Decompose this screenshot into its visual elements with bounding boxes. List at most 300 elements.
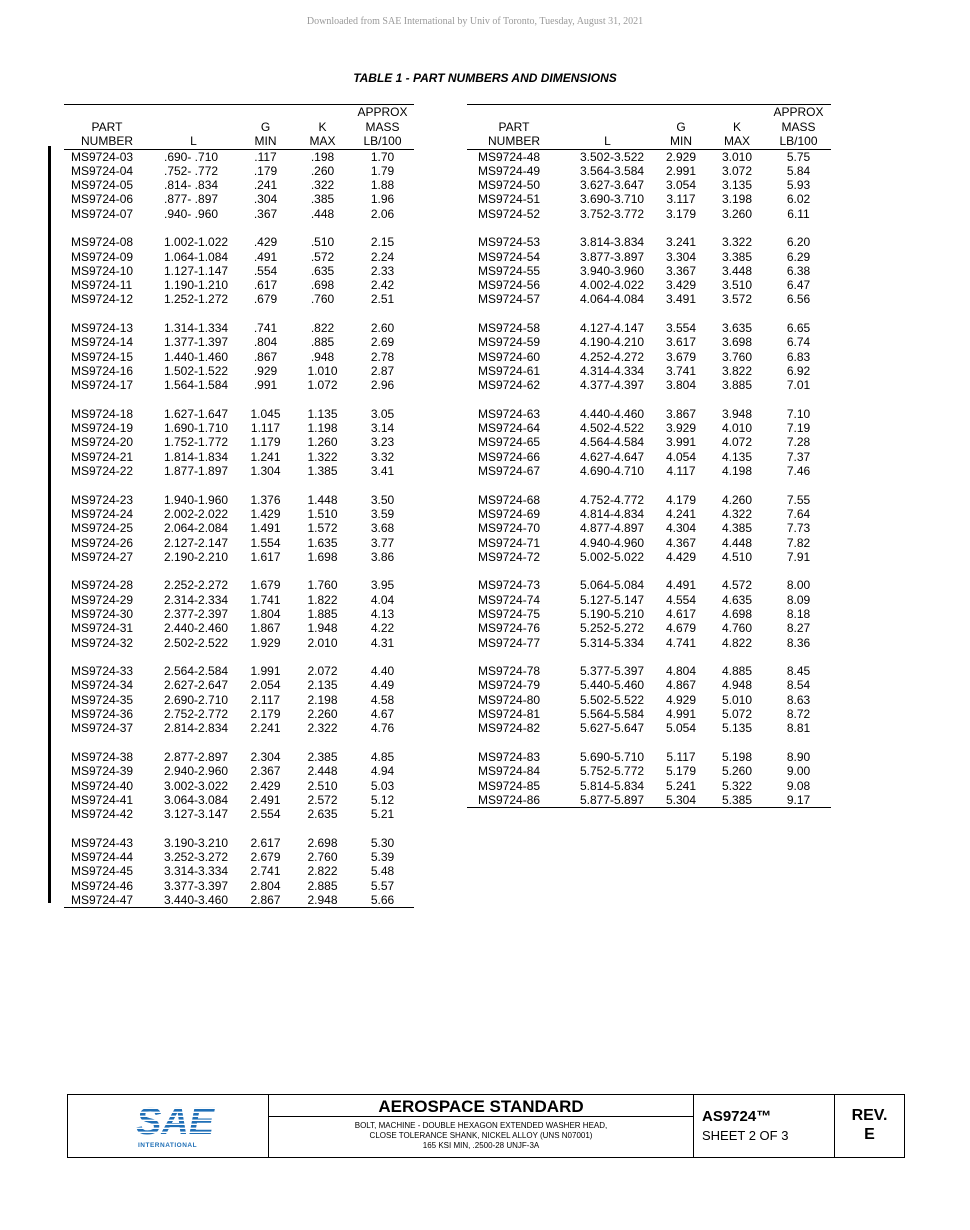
- length-cell: 2.127-2.147: [164, 535, 229, 550]
- length-cell: 4.377-4.397: [580, 378, 645, 393]
- mass-cell: 5.21: [370, 807, 395, 822]
- g-min-cell: 2.929: [665, 149, 697, 164]
- k-max-cell: .948: [310, 349, 335, 364]
- length-cell: 1.940-1.960: [164, 492, 229, 507]
- part-number-cell: MS9724-30: [71, 607, 134, 621]
- mass-cell: 6.74: [786, 335, 811, 350]
- mass-cell: 3.41: [370, 464, 395, 479]
- length-cell: 2.940-2.960: [164, 764, 229, 779]
- part-number-cell: MS9724-48: [478, 149, 541, 164]
- part-number-cell: MS9724-75: [478, 607, 541, 621]
- k-max-cell: 3.635: [721, 321, 753, 336]
- part-number-cell: MS9724-80: [478, 692, 541, 707]
- g-min-cell: .929: [253, 363, 278, 378]
- part-number-cell: MS9724-60: [478, 349, 541, 364]
- k-max-cell: 2.635: [307, 807, 338, 822]
- title-block: [67, 1094, 905, 1158]
- group-spacer: [467, 736, 831, 750]
- g-min-cell: .491: [253, 249, 278, 264]
- group-spacer: [467, 650, 831, 664]
- k-max-cell: 2.885: [307, 878, 338, 893]
- length-cell: 5.440-5.460: [580, 678, 645, 693]
- g-min-cell: 4.804: [665, 664, 697, 679]
- g-min-cell: 2.679: [250, 850, 281, 865]
- g-min-cell: 4.117: [666, 464, 696, 479]
- table-row: [64, 292, 414, 306]
- k-max-cell: .572: [310, 249, 335, 264]
- g-min-cell: 4.491: [665, 578, 697, 593]
- table-row: [64, 550, 414, 564]
- part-number-cell: MS9724-42: [71, 807, 134, 822]
- table-row: [467, 250, 831, 264]
- k-max-cell: .698: [310, 278, 335, 293]
- revision-cell: [835, 1095, 904, 1157]
- table-row: [64, 664, 414, 678]
- mass-cell: 4.76: [370, 721, 395, 736]
- header-mass: MASS: [781, 119, 816, 134]
- mass-cell: 9.17: [786, 792, 811, 807]
- k-max-cell: .510: [310, 235, 335, 250]
- length-cell: 4.440-4.460: [580, 406, 645, 421]
- part-number-cell: MS9724-07: [71, 206, 134, 221]
- length-cell: 2.752-2.772: [164, 707, 229, 722]
- g-min-cell: 1.804: [250, 607, 281, 621]
- g-min-cell: 3.367: [665, 263, 697, 278]
- revision-value: E: [864, 1126, 875, 1143]
- mass-cell: 5.66: [370, 892, 395, 907]
- part-number-cell: MS9724-25: [71, 521, 134, 536]
- mass-cell: 1.88: [370, 178, 395, 193]
- table-row: [467, 678, 831, 692]
- mass-cell: 8.90: [786, 749, 811, 764]
- length-cell: 2.252-2.272: [164, 578, 229, 593]
- part-number-cell: MS9724-18: [71, 406, 134, 421]
- table-row: [64, 149, 414, 164]
- k-max-cell: 1.010: [307, 363, 338, 378]
- g-min-cell: 5.241: [665, 778, 697, 793]
- g-min-cell: 5.179: [665, 764, 697, 779]
- g-min-cell: 4.367: [665, 535, 697, 550]
- mass-cell: 4.94: [370, 764, 395, 779]
- mass-cell: 6.92: [786, 363, 811, 378]
- table-row: [467, 636, 831, 650]
- table-row: [64, 464, 414, 478]
- g-min-cell: 3.804: [665, 378, 697, 393]
- table-row: [64, 578, 414, 592]
- k-max-cell: 4.948: [721, 678, 753, 693]
- header-max: MAX: [294, 134, 351, 149]
- k-max-cell: .822: [310, 321, 335, 336]
- k-max-cell: 3.010: [721, 149, 753, 164]
- g-min-cell: 4.554: [665, 592, 697, 607]
- table-row: [467, 464, 831, 478]
- mass-cell: 8.54: [786, 678, 811, 693]
- length-cell: 1.814-1.834: [164, 449, 229, 464]
- group-spacer: [64, 650, 414, 664]
- mass-cell: 4.58: [370, 692, 395, 707]
- k-max-cell: 2.572: [307, 792, 338, 807]
- k-max-cell: 4.635: [721, 592, 753, 607]
- part-number-cell: MS9724-51: [478, 192, 541, 207]
- k-max-cell: .260: [310, 163, 335, 178]
- header-number: NUMBER: [467, 134, 561, 149]
- table-row: [64, 164, 414, 178]
- part-number-cell: MS9724-43: [71, 835, 134, 850]
- part-number-cell: MS9724-86: [478, 792, 541, 807]
- mass-cell: 8.45: [786, 664, 811, 679]
- k-max-cell: .322: [310, 178, 335, 193]
- table-row: [467, 364, 831, 378]
- g-min-cell: 2.304: [250, 749, 281, 764]
- k-max-cell: 3.260: [721, 206, 753, 221]
- mass-cell: 5.57: [370, 878, 395, 893]
- mass-cell: 9.08: [786, 778, 811, 793]
- part-number-cell: MS9724-11: [71, 278, 133, 293]
- table-row: [467, 578, 831, 592]
- k-max-cell: 4.135: [721, 449, 753, 464]
- header-g: G: [676, 119, 686, 134]
- group-spacer: [64, 564, 414, 578]
- left-table-body: [64, 149, 414, 908]
- k-max-cell: 3.822: [721, 363, 753, 378]
- length-cell: 3.940-3.960: [580, 263, 645, 278]
- part-number-cell: MS9724-09: [71, 249, 134, 264]
- length-cell: 1.252-1.272: [164, 292, 229, 307]
- part-number-cell: MS9724-53: [478, 235, 541, 250]
- header-lb100: LB/100: [351, 134, 414, 149]
- length-cell: 4.627-4.647: [580, 449, 645, 464]
- g-min-cell: .741: [253, 321, 278, 336]
- mass-cell: 4.13: [370, 607, 395, 621]
- standard-description: [269, 1117, 693, 1151]
- k-max-cell: 1.572: [307, 521, 338, 536]
- k-max-cell: 4.572: [721, 578, 753, 593]
- g-min-cell: .241: [253, 178, 278, 193]
- sae-logo-subtitle: INTERNATIONAL: [138, 1142, 198, 1149]
- table-row: [64, 435, 414, 449]
- mass-cell: 5.75: [786, 149, 811, 164]
- mass-cell: 1.96: [370, 192, 395, 207]
- k-max-cell: 5.135: [721, 721, 753, 736]
- header-k: K: [318, 119, 327, 134]
- part-number-cell: MS9724-52: [478, 206, 541, 221]
- table-row: [64, 636, 414, 650]
- mass-cell: 6.20: [786, 235, 811, 250]
- part-number-cell: MS9724-14: [71, 335, 134, 350]
- length-cell: .877- .897: [164, 192, 219, 207]
- mass-cell: 7.82: [786, 535, 811, 550]
- k-max-cell: .635: [310, 263, 335, 278]
- length-cell: 1.127-1.147: [164, 263, 229, 278]
- g-min-cell: 2.117: [250, 692, 281, 707]
- mass-cell: 3.95: [370, 578, 395, 593]
- group-spacer: [64, 221, 414, 235]
- k-max-cell: 4.885: [721, 664, 753, 679]
- length-cell: 2.502-2.522: [164, 635, 229, 650]
- table-row: [467, 593, 831, 607]
- table-row: [467, 235, 831, 249]
- group-spacer: [64, 393, 414, 407]
- table-row: [467, 507, 831, 521]
- length-cell: 5.064-5.084: [580, 578, 645, 593]
- part-number-cell: MS9724-38: [71, 749, 134, 764]
- group-spacer: [467, 564, 831, 578]
- g-min-cell: 3.241: [665, 235, 697, 250]
- table-row: [64, 250, 414, 264]
- table-row: [64, 536, 414, 550]
- part-number-cell: MS9724-10: [71, 263, 134, 278]
- part-number-cell: MS9724-58: [478, 321, 541, 336]
- length-cell: 3.690-3.710: [580, 192, 645, 207]
- table-row: [467, 278, 831, 292]
- part-number-cell: MS9724-61: [478, 363, 541, 378]
- header-number: NUMBER: [64, 134, 150, 149]
- table-row: [64, 750, 414, 764]
- mass-cell: 7.91: [786, 549, 811, 564]
- table-row: [467, 607, 831, 621]
- g-min-cell: 3.179: [665, 206, 697, 221]
- part-number-cell: MS9724-44: [71, 850, 134, 865]
- mass-cell: 7.64: [786, 506, 811, 521]
- part-number-cell: MS9724-63: [478, 406, 541, 421]
- table-row: [467, 750, 831, 764]
- k-max-cell: 4.760: [721, 621, 753, 636]
- length-cell: 1.064-1.084: [164, 249, 229, 264]
- k-max-cell: 5.072: [721, 707, 753, 722]
- g-min-cell: 5.054: [665, 721, 697, 736]
- table-row: [64, 764, 414, 778]
- header-l: L: [150, 134, 237, 149]
- k-max-cell: 2.322: [307, 721, 338, 736]
- g-min-cell: 5.117: [666, 749, 696, 764]
- group-spacer: [467, 221, 831, 235]
- part-number-cell: MS9724-65: [478, 435, 541, 450]
- part-number-cell: MS9724-16: [71, 363, 134, 378]
- length-cell: 3.252-3.272: [164, 850, 229, 865]
- mass-cell: 4.67: [370, 707, 395, 722]
- mass-cell: 7.19: [786, 421, 811, 436]
- g-min-cell: 3.491: [665, 292, 697, 307]
- part-number-cell: MS9724-69: [478, 506, 541, 521]
- g-min-cell: .867: [253, 349, 278, 364]
- revision-change-bar: [48, 146, 51, 903]
- g-min-cell: 3.679: [665, 349, 697, 364]
- g-min-cell: 3.617: [665, 335, 697, 350]
- table-row: [64, 793, 414, 807]
- k-max-cell: 4.072: [721, 435, 753, 450]
- length-cell: 2.690-2.710: [164, 692, 229, 707]
- part-number-cell: MS9724-78: [478, 664, 541, 679]
- table-row: [64, 836, 414, 850]
- table-row: [467, 321, 831, 335]
- length-cell: 4.190-4.210: [580, 335, 645, 350]
- g-min-cell: 2.367: [250, 764, 281, 779]
- part-number-cell: MS9724-54: [478, 249, 541, 264]
- mass-cell: 2.33: [370, 263, 395, 278]
- length-cell: 3.314-3.334: [164, 864, 229, 879]
- mass-cell: 2.78: [370, 349, 395, 364]
- table-row: [467, 350, 831, 364]
- part-number-cell: MS9724-50: [478, 178, 541, 193]
- g-min-cell: 3.554: [665, 321, 697, 336]
- sae-logo: [136, 1101, 215, 1149]
- g-min-cell: 2.054: [250, 678, 281, 693]
- mass-cell: 4.85: [370, 749, 395, 764]
- length-cell: 4.752-4.772: [580, 492, 645, 507]
- g-min-cell: .367: [253, 206, 278, 221]
- length-cell: 5.877-5.897: [580, 792, 645, 807]
- part-number-cell: MS9724-03: [71, 149, 134, 164]
- k-max-cell: 3.948: [721, 406, 753, 421]
- g-min-cell: 1.241: [250, 449, 281, 464]
- part-number-cell: MS9724-77: [478, 635, 541, 650]
- mass-cell: 3.77: [370, 535, 395, 550]
- g-min-cell: 1.741: [250, 592, 281, 607]
- g-min-cell: 2.491: [250, 792, 281, 807]
- table-row: [64, 264, 414, 278]
- mass-cell: 8.81: [786, 721, 811, 736]
- mass-cell: 2.69: [370, 335, 395, 350]
- mass-cell: 7.46: [786, 464, 811, 479]
- k-max-cell: 4.698: [721, 607, 753, 621]
- mass-cell: 8.72: [786, 707, 811, 722]
- header-g: G: [260, 119, 271, 134]
- length-cell: 4.502-4.522: [580, 421, 645, 436]
- document-number-cell: [694, 1095, 835, 1157]
- part-number-cell: MS9724-83: [478, 749, 541, 764]
- mass-cell: 6.83: [786, 349, 811, 364]
- table-row: [467, 764, 831, 778]
- table-row: [467, 793, 831, 808]
- g-min-cell: 1.867: [250, 621, 281, 636]
- revision-label: REV.: [851, 1107, 888, 1124]
- length-cell: 1.627-1.647: [164, 406, 229, 421]
- mass-cell: 3.23: [370, 435, 395, 450]
- g-min-cell: 1.679: [250, 578, 281, 593]
- part-number-cell: MS9724-47: [71, 892, 134, 907]
- part-number-cell: MS9724-84: [478, 764, 541, 779]
- table-row: [64, 278, 414, 292]
- k-max-cell: 3.760: [721, 349, 753, 364]
- mass-cell: 8.09: [786, 592, 811, 607]
- length-cell: 5.002-5.022: [580, 549, 645, 564]
- table-row: [64, 421, 414, 435]
- length-cell: 3.564-3.584: [580, 163, 645, 178]
- table-row: [467, 779, 831, 793]
- table-row: [467, 536, 831, 550]
- k-max-cell: 3.385: [721, 249, 753, 264]
- mass-cell: 8.36: [786, 635, 811, 650]
- g-min-cell: 4.929: [665, 692, 697, 707]
- k-max-cell: 5.322: [721, 778, 753, 793]
- k-max-cell: 5.010: [721, 692, 753, 707]
- mass-cell: 7.01: [786, 378, 811, 393]
- length-cell: 3.627-3.647: [580, 178, 645, 193]
- length-cell: 3.877-3.897: [580, 249, 645, 264]
- k-max-cell: 4.510: [721, 549, 753, 564]
- part-number-cell: MS9724-82: [478, 721, 541, 736]
- part-number-cell: MS9724-68: [478, 492, 541, 507]
- length-cell: 3.064-3.084: [164, 792, 229, 807]
- table-row: [467, 178, 831, 192]
- part-number-cell: MS9724-24: [71, 506, 134, 521]
- k-max-cell: 1.948: [307, 621, 338, 636]
- length-cell: 4.064-4.084: [580, 292, 645, 307]
- part-number-cell: MS9724-22: [71, 464, 134, 479]
- length-cell: 2.064-2.084: [164, 521, 229, 536]
- length-cell: 2.877-2.897: [164, 749, 229, 764]
- table-row: [467, 164, 831, 178]
- part-number-cell: MS9724-74: [478, 592, 541, 607]
- parts-table-right: [467, 104, 831, 808]
- table-row: [467, 421, 831, 435]
- mass-cell: 6.11: [787, 206, 810, 221]
- k-max-cell: 2.760: [307, 850, 338, 865]
- mass-cell: 1.79: [370, 163, 395, 178]
- part-number-cell: MS9724-26: [71, 535, 134, 550]
- part-number-cell: MS9724-57: [478, 292, 541, 307]
- table-row: [467, 207, 831, 221]
- table-row: [64, 235, 414, 249]
- table-row: [64, 192, 414, 206]
- table-row: [64, 450, 414, 464]
- k-max-cell: 2.198: [307, 692, 338, 707]
- description-line-2: CLOSE TOLERANCE SHANK, NICKEL ALLOY (UNS N07001): [369, 1131, 593, 1140]
- g-min-cell: 2.554: [250, 807, 281, 822]
- mass-cell: 5.30: [370, 835, 395, 850]
- mass-cell: 7.28: [786, 435, 811, 450]
- k-max-cell: 3.698: [721, 335, 753, 350]
- k-max-cell: 3.510: [721, 278, 753, 293]
- length-cell: 1.002-1.022: [164, 235, 229, 250]
- description-line-3: 165 KSI MIN, .2500-28 UNJF-3A: [422, 1141, 540, 1150]
- g-min-cell: 2.617: [250, 835, 281, 850]
- table-row: [467, 378, 831, 392]
- k-max-cell: 5.385: [721, 792, 753, 807]
- mass-cell: 6.02: [786, 192, 811, 207]
- table-row: [64, 593, 414, 607]
- g-min-cell: 2.179: [250, 707, 281, 722]
- group-spacer: [467, 307, 831, 321]
- k-max-cell: 5.198: [721, 749, 753, 764]
- table-row: [467, 149, 831, 164]
- part-number-cell: MS9724-55: [478, 263, 541, 278]
- table-row: [64, 678, 414, 692]
- g-min-cell: 1.304: [250, 464, 281, 479]
- part-number-cell: MS9724-13: [71, 321, 134, 336]
- mass-cell: 7.73: [786, 521, 811, 536]
- length-cell: .690- .710: [164, 149, 219, 164]
- part-number-cell: MS9724-62: [478, 378, 541, 393]
- g-min-cell: .617: [253, 278, 278, 293]
- length-cell: 4.690-4.710: [580, 464, 645, 479]
- table-title: TABLE 1 - PART NUMBERS AND DIMENSIONS: [353, 71, 617, 85]
- mass-cell: 3.59: [370, 506, 395, 521]
- table-row: [64, 178, 414, 192]
- part-number-cell: MS9724-29: [71, 592, 134, 607]
- header-mass: MASS: [365, 119, 400, 134]
- table-row: [64, 693, 414, 707]
- part-number-cell: MS9724-21: [71, 449, 134, 464]
- table-row: [467, 707, 831, 721]
- header-min: MIN: [654, 134, 708, 149]
- g-min-cell: 3.117: [666, 192, 696, 207]
- g-min-cell: .304: [253, 192, 278, 207]
- header-min: MIN: [237, 134, 294, 149]
- g-min-cell: 1.429: [250, 506, 281, 521]
- length-cell: 5.814-5.834: [580, 778, 645, 793]
- length-cell: 4.314-4.334: [580, 363, 645, 378]
